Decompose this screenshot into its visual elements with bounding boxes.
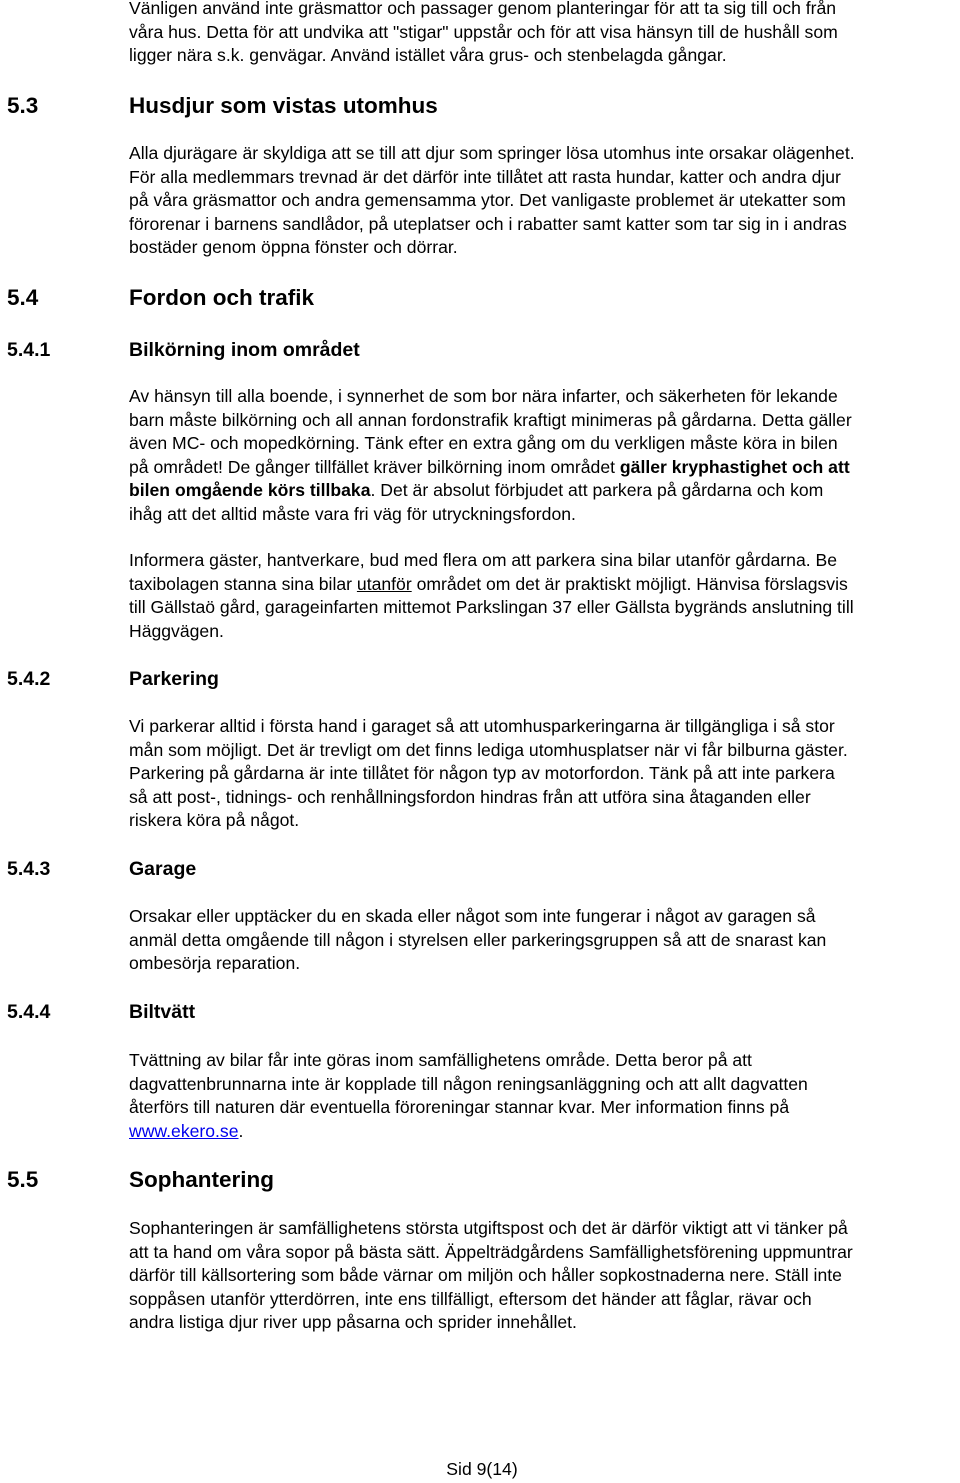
bold-emphasis: bilen omgående körs tillbaka: [129, 480, 371, 500]
text-line: Sophanteringen är samfällighetens största utgiftspost och det är därför viktigt att vi tänker på: [129, 1218, 848, 1238]
subsection-title-bilkorning: Bilkörning inom området: [129, 339, 360, 361]
section-title-fordon: Fordon och trafik: [129, 285, 314, 310]
text-line: därför till källsortering som både värnar om miljön och håller sopkostnaderna nere. Ställ inte: [129, 1265, 842, 1285]
text-line: [129, 479, 960, 503]
text-line: bostäder genom öppna fönster och dörrar.: [129, 237, 458, 257]
text-line: [129, 1120, 960, 1144]
section-title-sophantering: Sophantering: [129, 1167, 274, 1192]
text-line: Orsakar eller upptäcker du en skada eller något som inte fungerar i något av garagen så: [129, 906, 816, 926]
section-5-4-4-paragraph: [129, 1049, 960, 1143]
text-line: Alla djurägare är skyldiga att se till att djur som springer lösa utomhus inte orsakar olägenhet.: [129, 143, 855, 163]
page-number: Sid 9(14): [446, 1459, 518, 1479]
text-line: [129, 456, 960, 480]
section-5-4-2-paragraph: [129, 715, 960, 833]
text-line: anmäl detta omgående till någon i styrelsen eller parkeringsgruppen så att de snarast kan: [129, 929, 827, 950]
text-line: på våra gräsmattor och andra gemensamma ytor. Det vanligaste problemet är utekatter som: [129, 190, 846, 210]
section-5-4-1-paragraph-1: [129, 385, 960, 526]
text-line: Av hänsyn till alla boende, i synnerhet de som bor nära infarter, och säkerheten för lekande: [129, 386, 838, 406]
page-footer: [0, 1458, 960, 1480]
underlined-emphasis: utanför: [356, 573, 412, 594]
section-5-5-paragraph: [129, 1217, 960, 1335]
text-line: mån som möjligt. Det är trevligt om det finns lediga utomhusplatser när vi får bilburna gäster.: [129, 739, 848, 760]
text-span: .: [238, 1120, 244, 1141]
text-line: till Gällstaö gård, garageinfarten mittemot Parkslingan 37 eller Gällsta bygränds anslutning till: [129, 597, 854, 617]
text-line: ligger nära s.k. genvägar. Använd istället våra grus- och stenbelagda gångar.: [129, 45, 727, 65]
text-line: Vi parkerar alltid i första hand i garaget så att utomhusparkeringarna är tillgängliga i så stor: [129, 716, 835, 736]
text-line: andra listiga djur river upp påsarna och sprider innehållet.: [129, 1312, 577, 1332]
section-5-4-3-paragraph: [129, 905, 960, 976]
section-5-4-1-paragraph-2: [129, 549, 960, 643]
text-line: förorenar i barnens sandlådor, på uteplatser och i rabatter samt katter som tar sig in i andras: [129, 213, 847, 234]
text-line: För alla medlemmars trevnad är det därför inte tillåtet att rasta hundar, katter och andra djur: [129, 166, 841, 187]
subsection-number-5-4-4: 5.4.4: [7, 1001, 51, 1023]
subsection-number-5-4-3: 5.4.3: [7, 858, 51, 880]
bold-emphasis: gäller kryphastighet och att: [619, 456, 850, 477]
text-line: dagvattenbrunnarna inte är kopplade till någon reningsanläggning och att allt dagvatten: [129, 1073, 808, 1094]
text-span: . Det är absolut förbjudet att parkera på gårdarna och kom: [370, 480, 824, 500]
section-number-5-5: 5.5: [7, 1167, 39, 1192]
text-line: Parkering på gårdarna är inte tillåtet för någon typ av motorfordon. Tänk på att inte parkera: [129, 763, 835, 783]
text-line: återförs till naturen där eventuella föroreningar stannar kvar. Mer information finns på: [129, 1097, 790, 1117]
text-line: Häggvägen.: [129, 620, 224, 641]
text-line: så att post-, tidnings- och renhållningsfordon hindras från att utföra sina åtaganden eller: [129, 786, 811, 807]
text-span: på området! De gånger tillfället kräver bilkörning inom området: [129, 456, 620, 477]
section-title-husdjur: Husdjur som vistas utomhus: [129, 93, 438, 118]
text-line: riskera köra på något.: [129, 810, 300, 830]
text-line: soppåsen utanför ytterdörren, inte ens tillfälligt, eftersom det händer att fåglar, rävar och: [129, 1288, 812, 1309]
text-line: Informera gäster, hantverkare, bud med flera om att parkera sina bilar utanför gårdarna. Be: [129, 550, 838, 570]
section-number-5-3: 5.3: [7, 93, 39, 118]
text-line: Tvättning av bilar får inte göras inom samfällighetens område. Detta beror på att: [129, 1050, 752, 1070]
text-line: [129, 573, 960, 597]
text-line: våra hus. Detta för att undvika att "stigar" uppstår och för att visa hänsyn till de hushåll som: [129, 21, 838, 42]
text-line: ihåg att det alltid måste vara fri väg för utryckningsfordon.: [129, 503, 576, 524]
text-span: området om det är praktiskt möjligt. Hänvisa förslagsvis: [411, 573, 848, 594]
text-span: taxibolagen stanna sina bilar: [129, 573, 357, 594]
intro-paragraph: [129, 0, 960, 68]
text-line: Vänligen använd inte gräsmattor och passager genom planteringar för att ta sig till och från: [129, 0, 837, 18]
text-line: att ta hand om våra sopor på bästa sätt. Äppelträdgårdens Samfällighetsförening uppmuntrar: [129, 1241, 853, 1262]
subsection-number-5-4-1: 5.4.1: [7, 339, 51, 361]
subsection-number-5-4-2: 5.4.2: [7, 668, 51, 690]
ekero-link[interactable]: www.ekero.se: [129, 1120, 239, 1141]
text-line: även MC- och mopedkörning. Tänk efter en extra gång om du verkligen måste köra in bilen: [129, 433, 838, 453]
text-line: barn måste bilkörning och all annan fordonstrafik kraftigt minimeras på gårdarna. Detta gäller: [129, 409, 852, 430]
subsection-title-biltvatt: Biltvätt: [129, 1001, 196, 1023]
text-line: ombesörja reparation.: [129, 953, 301, 973]
subsection-title-parkering: Parkering: [129, 668, 219, 690]
section-5-3-paragraph: [129, 142, 960, 260]
section-number-5-4: 5.4: [7, 285, 39, 310]
subsection-title-garage: Garage: [129, 858, 197, 880]
